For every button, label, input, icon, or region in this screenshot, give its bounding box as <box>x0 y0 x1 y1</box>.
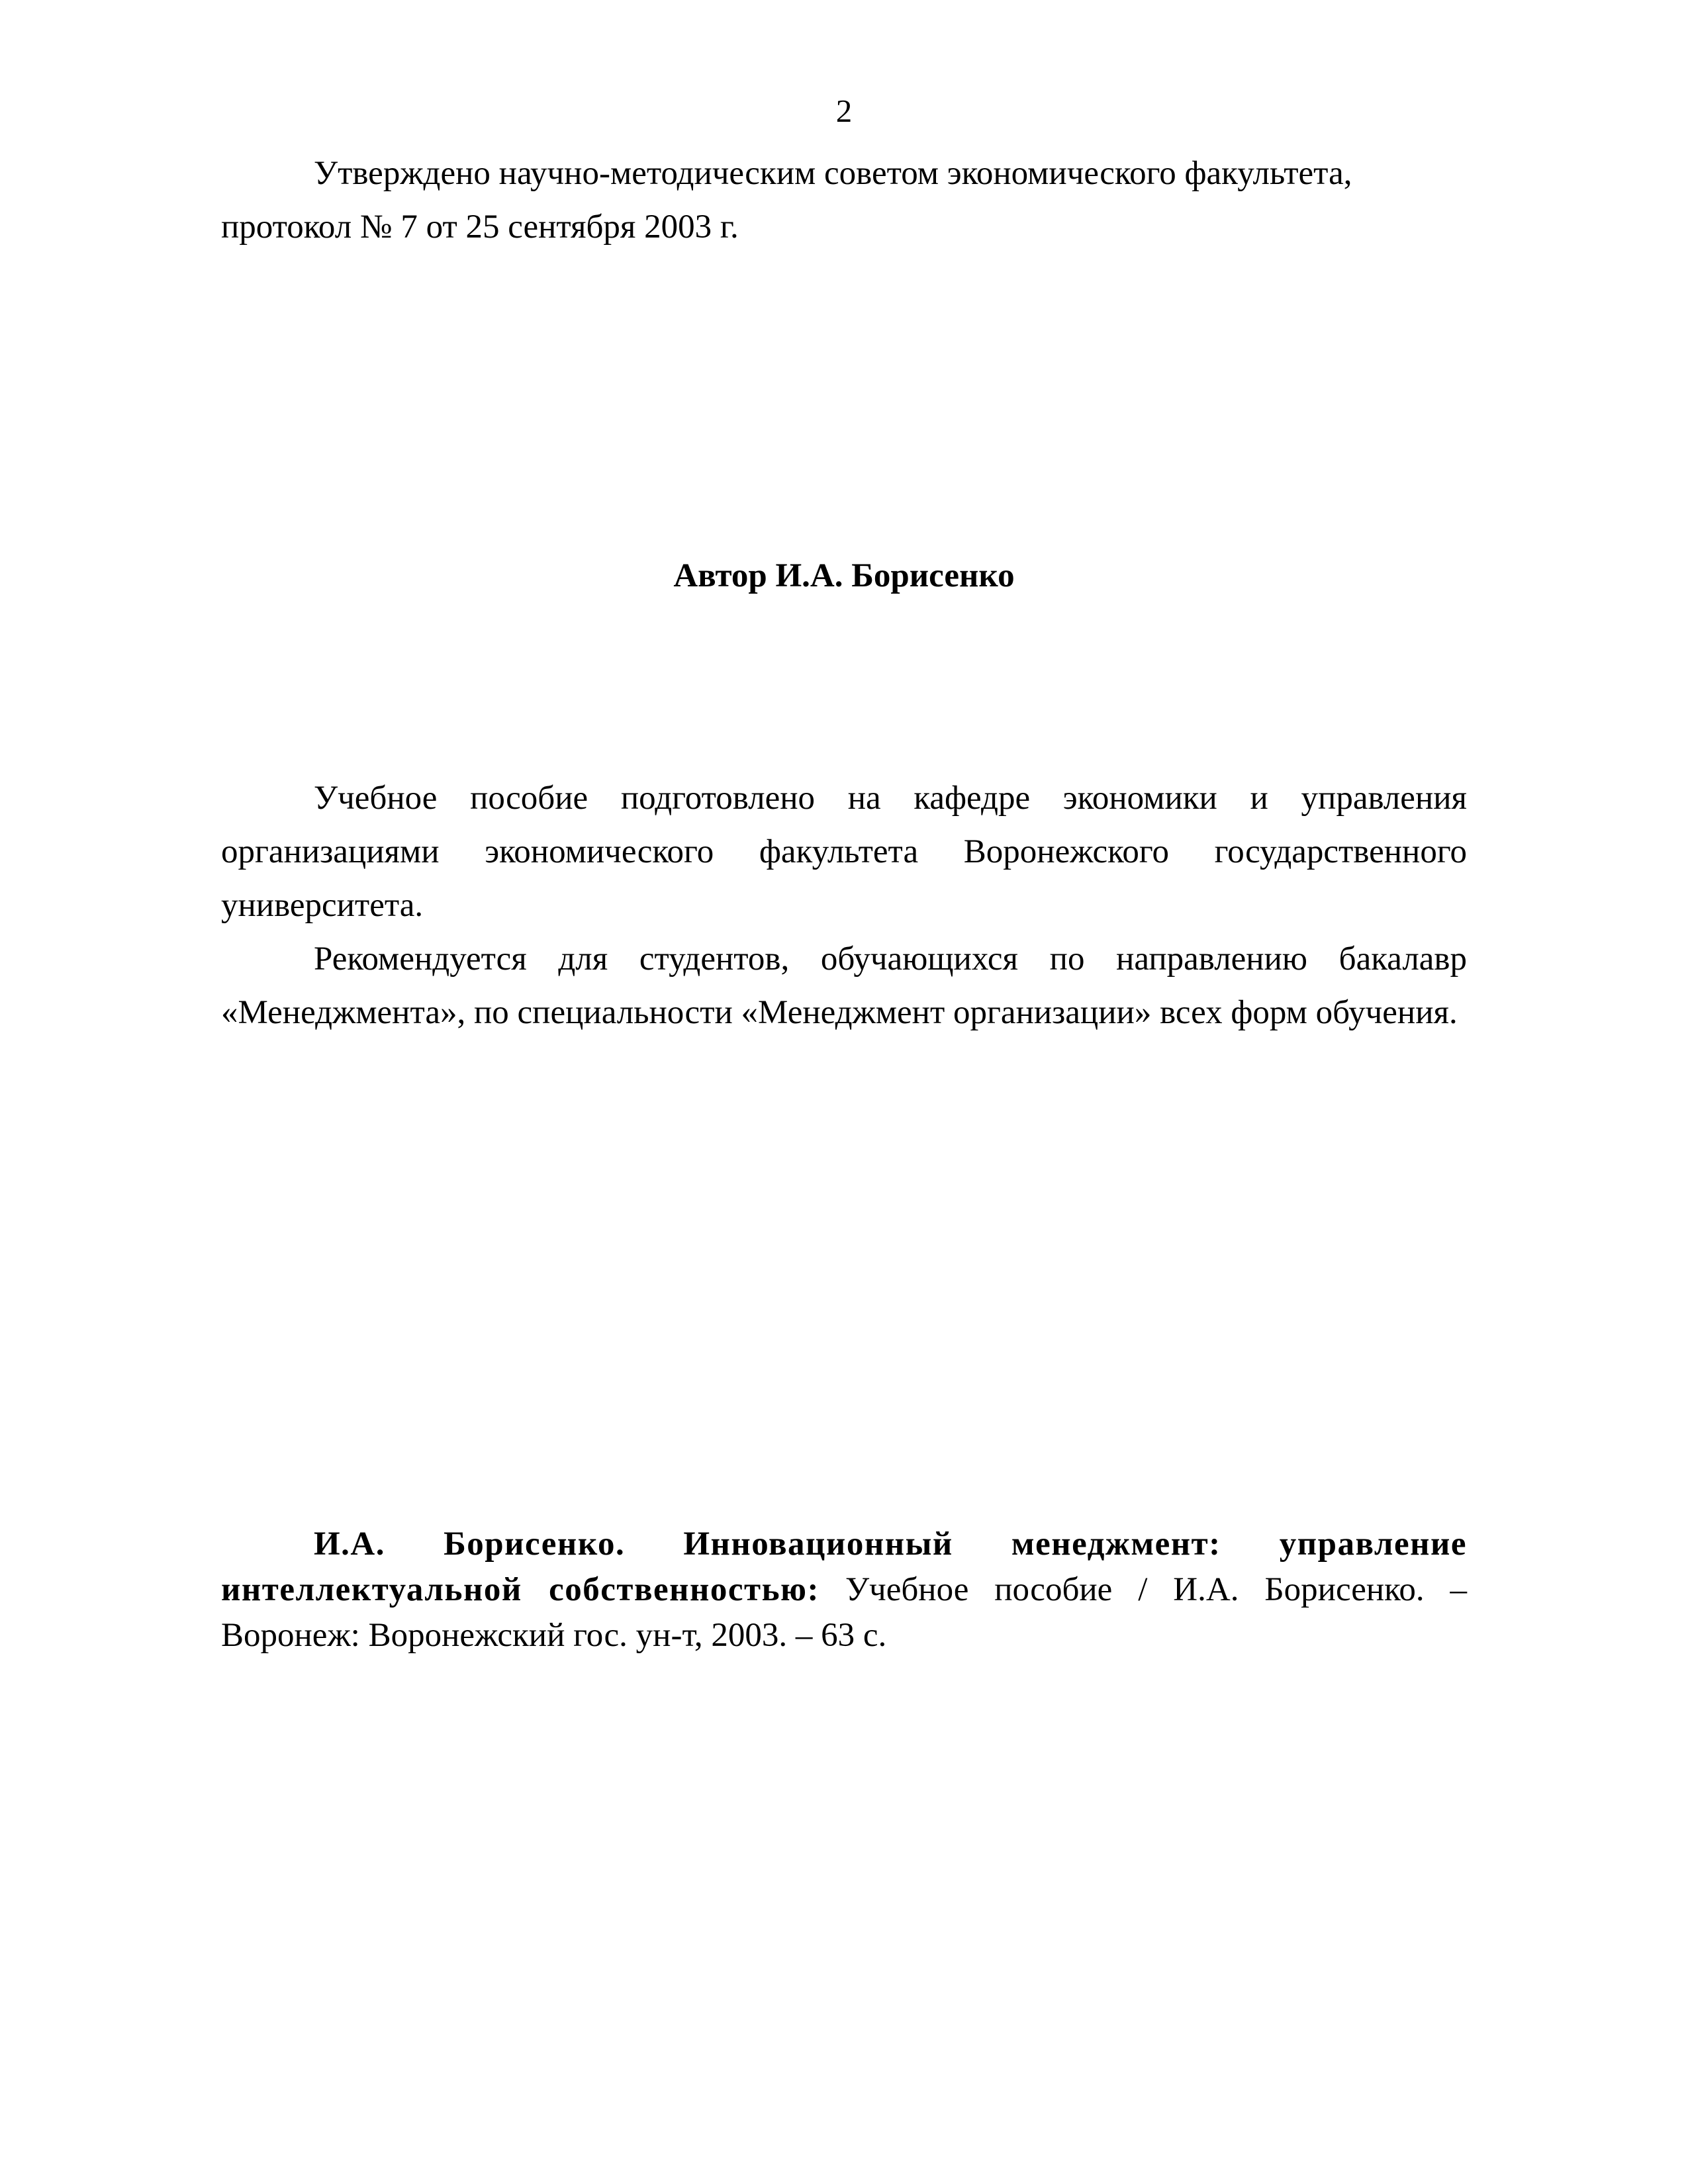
description-paragraph-department: Учебное пособие подготовлено на кафедре экономики и управления организациями экономического факультета Воронежского государственного университета. <box>221 780 1467 924</box>
author-line: Автор И.А. Борисенко <box>673 557 1015 594</box>
citation-title: И.А. Борисенко. Инновационный менеджмент: управление интеллектуальной собственностью: <box>221 1525 1467 1608</box>
approval-note <box>221 147 1467 254</box>
description-paragraph-recommendation: Рекомендуется для студентов, обучающихся по направлению бакалавр «Менеджмента», по специальности «Менеджмент организации» всех форм обучения. <box>221 940 1467 1031</box>
citation-details: Учебное пособие / И.А. Борисенко. – Воронеж: Воронежский гос. ун-т, 2003. – 63 с. <box>221 1571 1467 1654</box>
page-number: 2 <box>835 93 853 129</box>
bibliographic-citation <box>221 1522 1467 1659</box>
citation-paragraph <box>221 1522 1467 1659</box>
description-section <box>221 772 1467 1040</box>
approval-text: Утверждено научно-методическим советом экономического факультета, протокол № 7 от 25 сентября 2003 г. <box>221 155 1352 246</box>
